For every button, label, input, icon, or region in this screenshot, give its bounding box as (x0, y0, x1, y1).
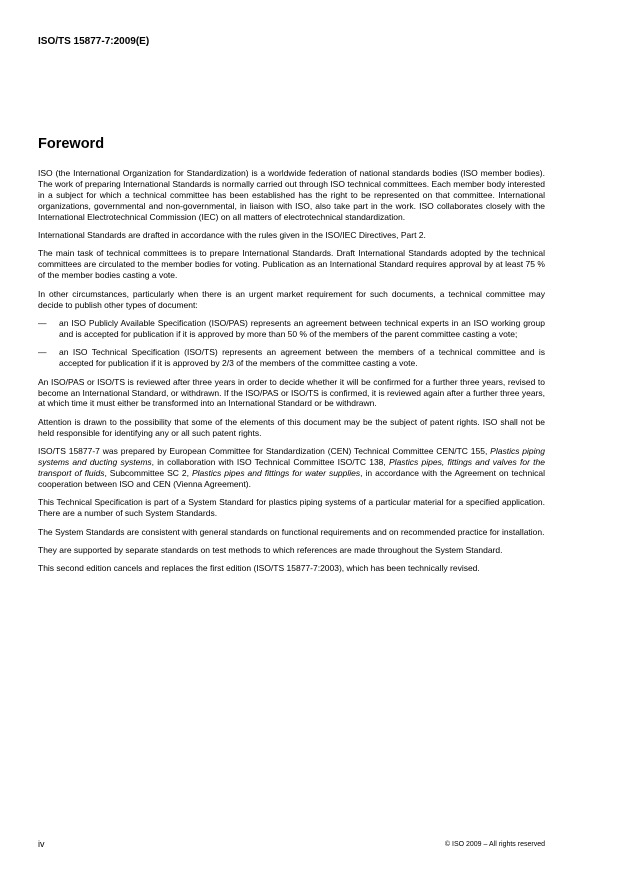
page-number: iv (38, 839, 45, 849)
prepared-by-text-1: ISO/TS 15877-7 was prepared by European Committee for Standardization (CEN) Technical Committee CEN/TC 155, (38, 446, 491, 457)
prepared-by-text-2: , in collaboration with ISO Technical Committee ISO/TC 138, (151, 457, 390, 468)
page-title: Foreword (38, 136, 105, 152)
list-item-text: an ISO Publicly Available Specification (ISO/PAS) represents an agreement between technical experts in an ISO working group and is accepted for publication if it is approved by more than 50 % of the members of the parent committee casting a vote; (59, 317, 545, 339)
paragraph-test-methods: They are supported by separate standards on test methods to which references are made throughout the System Standard. (38, 544, 503, 555)
paragraph-other-circumstances: In other circumstances, particularly when there is an urgent market requirement for such documents, a technical committee may decide to publish other types of document: (38, 288, 545, 310)
paragraph-iso-intro: ISO (the International Organization for Standardization) is a worldwide federation of national standards bodies (ISO member bodies). The work of preparing International Standards is normally carried out through ISO technical committees. Each member body interested in a subject for which a technical committee has been established has the right to be represented on that committee. International organizations, governmental and non-governmental, in liaison with ISO, also take part in the work. ISO collaborates closely with the International Electrotechnical Commission (IEC) on all matters of electrotechnical standardization. (38, 168, 545, 222)
prepared-by-text-4: , in accordance with the Agreement on technical cooperation between ISO and CEN (Vienna Agreement). (38, 467, 545, 489)
document-id-header: ISO/TS 15877-7:2009(E) (38, 36, 150, 47)
paragraph-edition: This second edition cancels and replaces the first edition (ISO/TS 15877-7:2003), which has been technically revised. (38, 563, 480, 574)
paragraph-main-task: The main task of technical committees is to prepare International Standards. Draft International Standards adopted by the technical committees are circulated to the member bodies for voting. Publication as an International Standard requires approval by at least 75 % of the member bodies casting a vote. (38, 248, 545, 281)
paragraph-directives: International Standards are drafted in accordance with the rules given in the ISO/IEC Directives, Part 2. (38, 230, 426, 241)
list-item (38, 318, 545, 340)
copyright-notice: © ISO 2009 – All rights reserved (444, 841, 545, 848)
subcommittee-title-italic: Plastics pipes and fittings for water supplies (191, 467, 361, 478)
paragraph-review: An ISO/PAS or ISO/TS is reviewed after three years in order to decide whether it will be confirmed for a further three years, revised to become an International Standard, or withdrawn. If the ISO/PAS or ISO/TS is confirmed, it is reviewed again after a further three years, at which time it must either be transformed into an International Standard or be withdrawn. (38, 376, 545, 409)
prepared-by-text-3: , Subcommittee SC 2, (104, 467, 192, 478)
iso-committee-title-italic: Plastics pipes, fittings and valves for the transport of fluids (38, 457, 545, 478)
dash-bullet: — (38, 347, 47, 358)
paragraph-prepared-by (38, 446, 545, 490)
committee-title-italic: Plastics piping systems and ducting systems (38, 446, 545, 468)
list-item-text: an ISO Technical Specification (ISO/TS) represents an agreement between the members of a technical committee and is accepted for publication if it is approved by 2/3 of the members of the committee casting a vote. (59, 347, 545, 369)
dash-bullet: — (38, 317, 47, 328)
paragraph-patent-rights: Attention is drawn to the possibility that some of the elements of this document may be the subject of patent rights. ISO shall not be held responsible for identifying any or all such patent rights. (38, 416, 545, 438)
paragraph-consistent: The System Standards are consistent with general standards on functional requirements and on recommended practice for installation. (38, 526, 545, 537)
paragraph-system-standard: This Technical Specification is part of a System Standard for plastics piping systems of a particular material for a specified application. There are a number of such System Standards. (38, 497, 545, 519)
list-item (38, 347, 545, 369)
foreword-body (38, 168, 545, 582)
